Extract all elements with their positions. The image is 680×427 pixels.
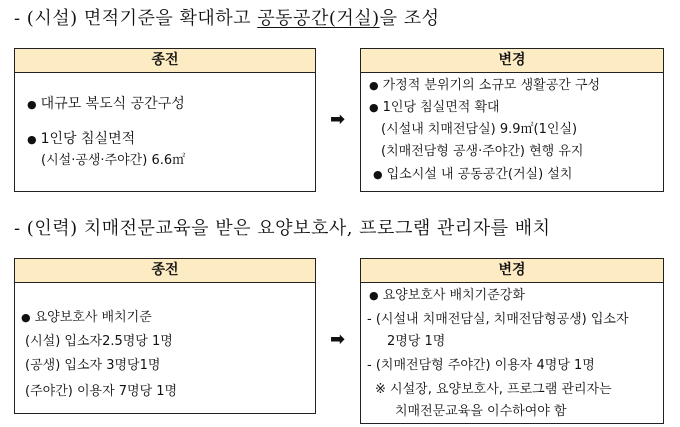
section2-before-line: (시설) 입소자2.5명당 1명 (25, 334, 173, 349)
section1-after-box (360, 48, 664, 192)
section1-after-line: ● 입소시설 내 공동공간(거실) 설치 (373, 167, 573, 182)
section2-after-box (360, 258, 664, 424)
section2-heading: - (인력) 치매전문교육을 받은 요양보호사, 프로그램 관리자를 배치 (14, 218, 551, 239)
section1-before-box (14, 48, 316, 192)
section1-after-title: 변경 (361, 49, 663, 73)
bullet-icon: ● (369, 79, 379, 92)
section2-after-line: 2명당 1명 (387, 334, 446, 349)
section2-after-line: - (치매전담형 주야간) 이용자 4명당 1명 (367, 358, 595, 373)
bullet-icon: ● (373, 168, 383, 181)
section2-before-line: ● 요양보호사 배치기준 (21, 310, 152, 325)
section2-after-line: ※ 시설장, 요양보호사, 프로그램 관리자는 (375, 382, 612, 397)
section1-after-line: ● 가정적 분위기의 소규모 생활공간 구성 (369, 78, 601, 93)
section1-arrow-icon: ➡ (330, 109, 346, 130)
section2-before-line: (공생) 입소자 3명당1명 (25, 358, 161, 373)
section1-heading-underlined: 공동공간(거실) (257, 8, 380, 29)
section2-before-line: (주야간) 이용자 7명당 1명 (25, 384, 178, 399)
section1-before-line: (시설·공생·주야간) 6.6㎡ (41, 153, 186, 168)
section2-before-title: 종전 (15, 259, 315, 283)
section1-after-line: (시설내 치매전담실) 9.9㎡(1인실) (381, 122, 578, 137)
section1-after-line: ● 1인당 침실면적 확대 (369, 100, 500, 115)
section1-heading-suffix: 을 조성 (379, 8, 440, 29)
section2-after-line: ● 요양보호사 배치기준강화 (369, 288, 525, 303)
section1-before-title: 종전 (15, 49, 315, 73)
section1-before-line: ● 대규모 복도식 공간구성 (27, 96, 185, 112)
bullet-icon: ● (27, 98, 37, 111)
section2-arrow-icon: ➡ (330, 329, 346, 350)
section2-before-box (14, 258, 316, 414)
bullet-icon: ● (21, 311, 31, 324)
section2-after-line: - (시설내 치매전담실, 치매전담형공생) 입소자 (367, 312, 629, 327)
section1-before-line: ● 1인당 침실면적 (27, 131, 136, 147)
section1-after-line: (치매전담형 공생·주야간) 현행 유지 (381, 144, 584, 159)
section2-after-line: 치매전문교육을 이수하여야 함 (395, 404, 567, 419)
section1-heading-prefix: - (시설) 면적기준을 확대하고 (14, 8, 258, 29)
bullet-icon: ● (369, 289, 379, 302)
bullet-icon: ● (369, 101, 379, 114)
section2-after-title: 변경 (361, 259, 663, 283)
section1-heading (14, 8, 440, 30)
bullet-icon: ● (27, 133, 37, 146)
